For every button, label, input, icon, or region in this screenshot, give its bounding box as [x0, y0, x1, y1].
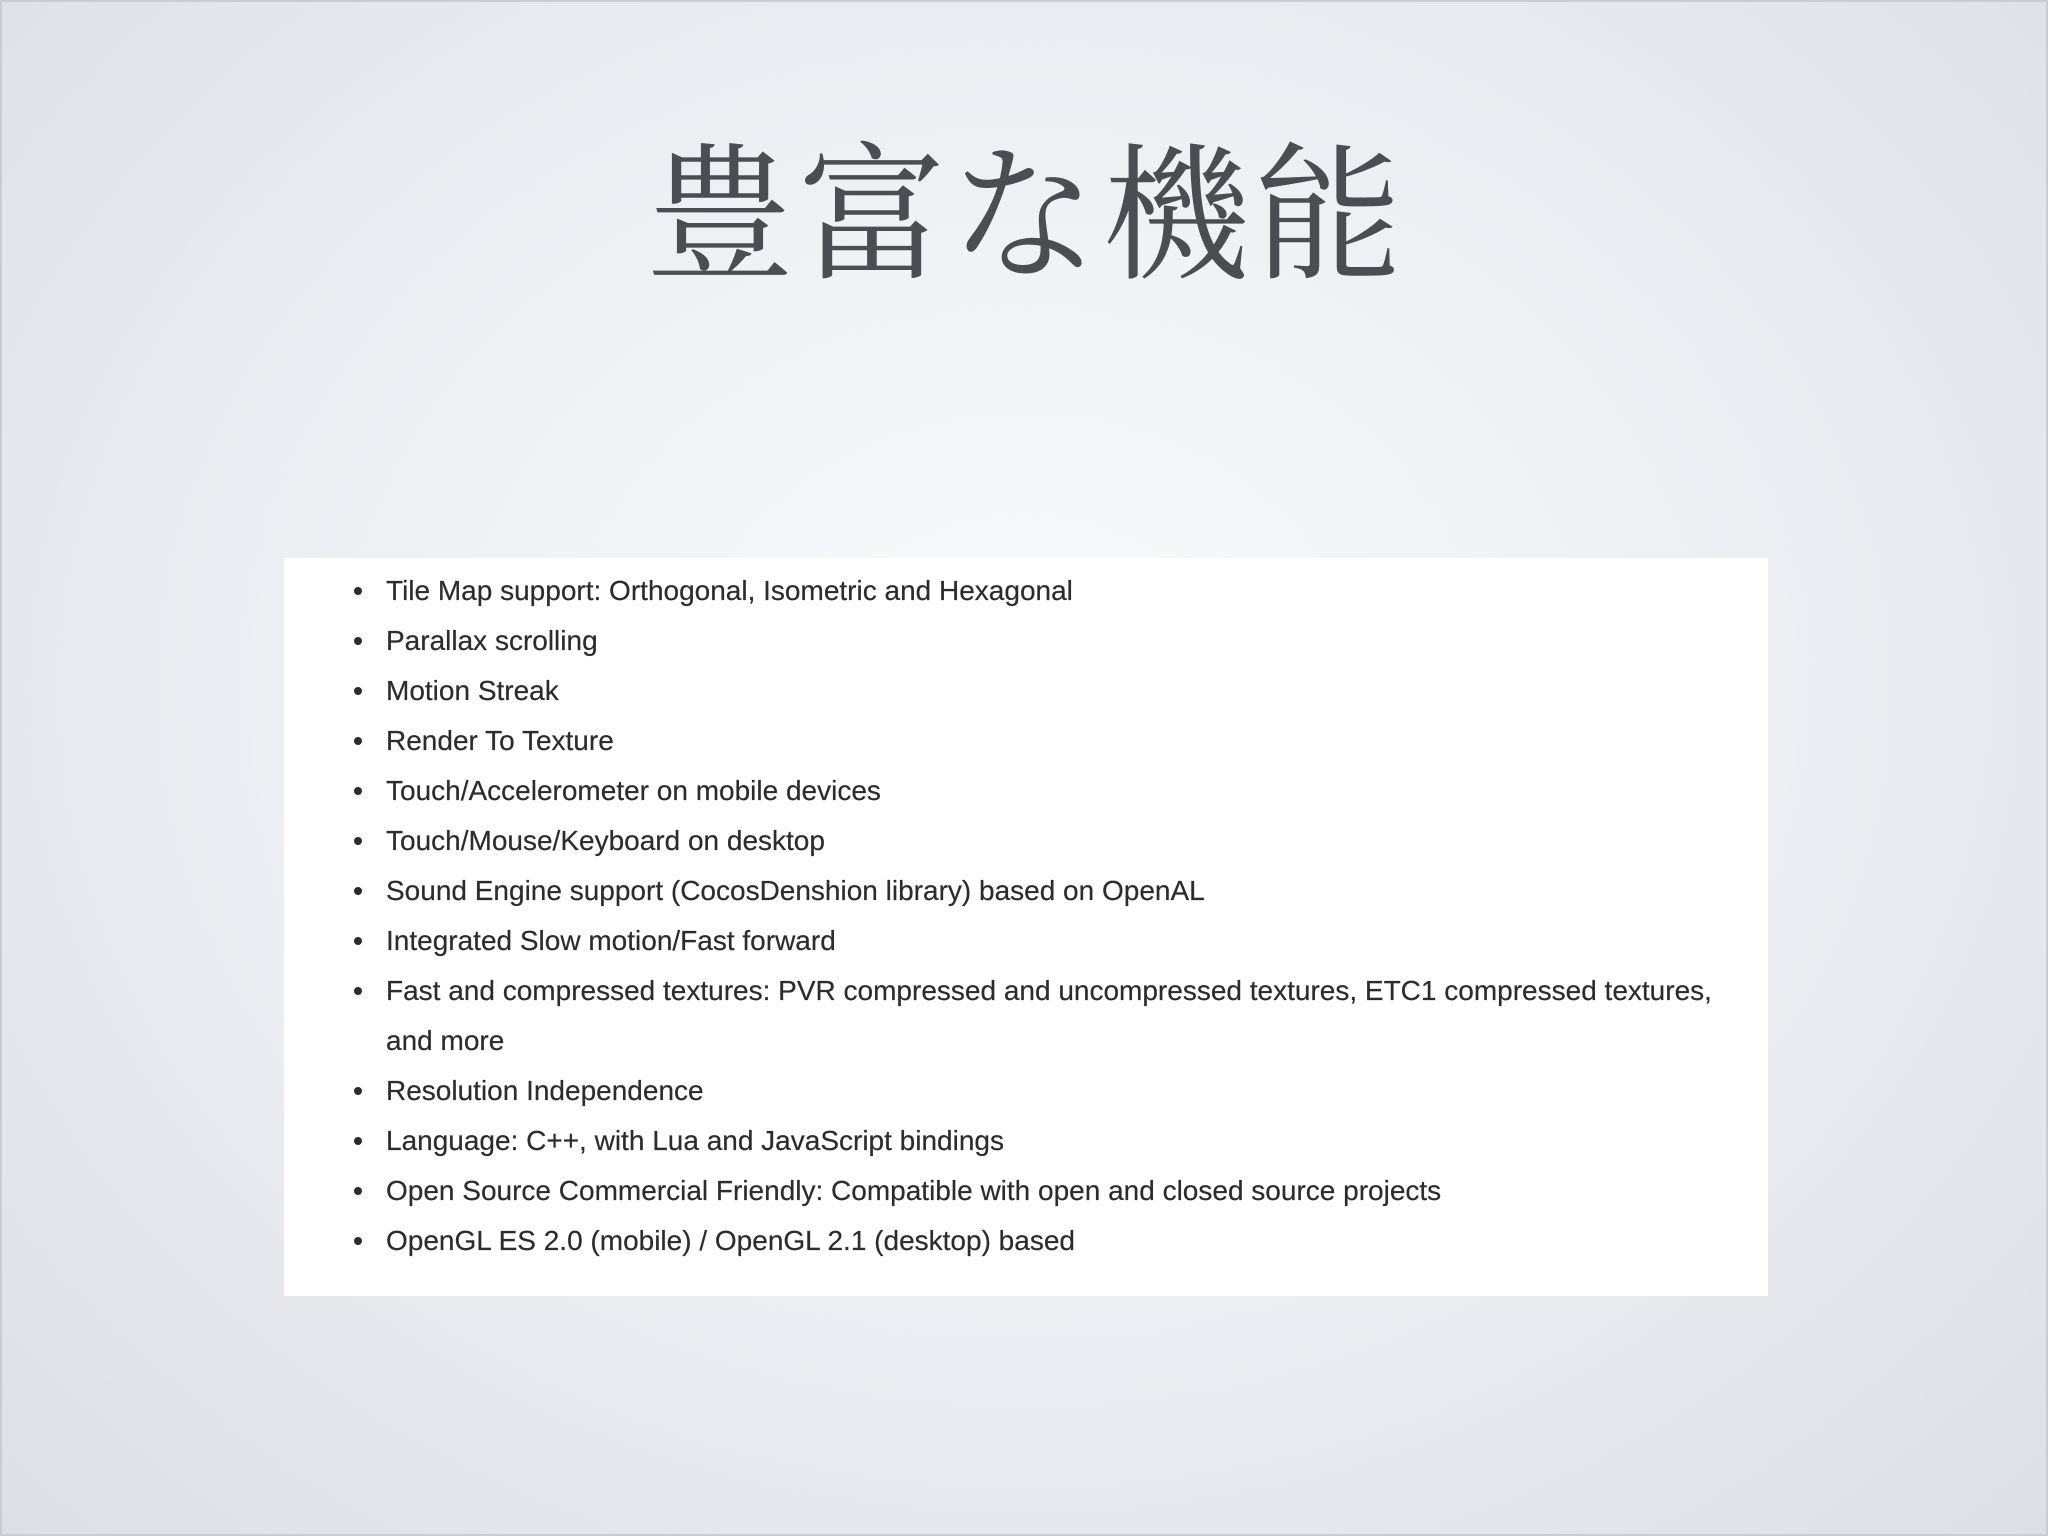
feature-item	[354, 1066, 1734, 1116]
bullet-icon	[354, 987, 362, 995]
bullet-icon	[354, 737, 362, 745]
bullet-icon	[354, 787, 362, 795]
feature-text: Open Source Commercial Friendly: Compatible with open and closed source projects	[386, 1175, 1442, 1206]
bullet-icon	[354, 1137, 362, 1145]
bullet-icon	[354, 1237, 362, 1245]
feature-item	[354, 916, 1734, 966]
bullet-icon	[354, 1087, 362, 1095]
feature-item	[354, 1166, 1734, 1216]
feature-item	[354, 566, 1734, 616]
feature-text: Motion Streak	[386, 675, 559, 706]
bullet-icon	[354, 687, 362, 695]
feature-text: Parallax scrolling	[386, 625, 598, 656]
feature-item	[354, 1216, 1734, 1266]
feature-panel	[284, 558, 1768, 1296]
slide-title: 豊富な機能	[646, 130, 1406, 302]
feature-text: Resolution Independence	[386, 1075, 704, 1106]
feature-item	[354, 1116, 1734, 1166]
feature-item	[354, 616, 1734, 666]
feature-text: Fast and compressed textures: PVR compressed and uncompressed textures, ETC1 compressed textures, and more	[386, 975, 1712, 1056]
feature-item	[354, 766, 1734, 816]
feature-item	[354, 966, 1734, 1066]
feature-item	[354, 866, 1734, 916]
bullet-icon	[354, 637, 362, 645]
bullet-icon	[354, 837, 362, 845]
bullet-icon	[354, 587, 362, 595]
feature-text: Touch/Mouse/Keyboard on desktop	[386, 825, 825, 856]
bullet-icon	[354, 937, 362, 945]
feature-text: Render To Texture	[386, 725, 614, 756]
feature-text: OpenGL ES 2.0 (mobile) / OpenGL 2.1 (desktop) based	[386, 1225, 1075, 1256]
bullet-icon	[354, 1187, 362, 1195]
feature-text: Tile Map support: Orthogonal, Isometric and Hexagonal	[386, 575, 1073, 606]
feature-text: Sound Engine support (CocosDenshion library) based on OpenAL	[386, 875, 1205, 906]
bullet-icon	[354, 887, 362, 895]
feature-item	[354, 716, 1734, 766]
feature-list	[354, 566, 1734, 1266]
feature-item	[354, 816, 1734, 866]
feature-text: Integrated Slow motion/Fast forward	[386, 925, 836, 956]
feature-item	[354, 666, 1734, 716]
feature-text: Touch/Accelerometer on mobile devices	[386, 775, 881, 806]
feature-text: Language: C++, with Lua and JavaScript bindings	[386, 1125, 1004, 1156]
